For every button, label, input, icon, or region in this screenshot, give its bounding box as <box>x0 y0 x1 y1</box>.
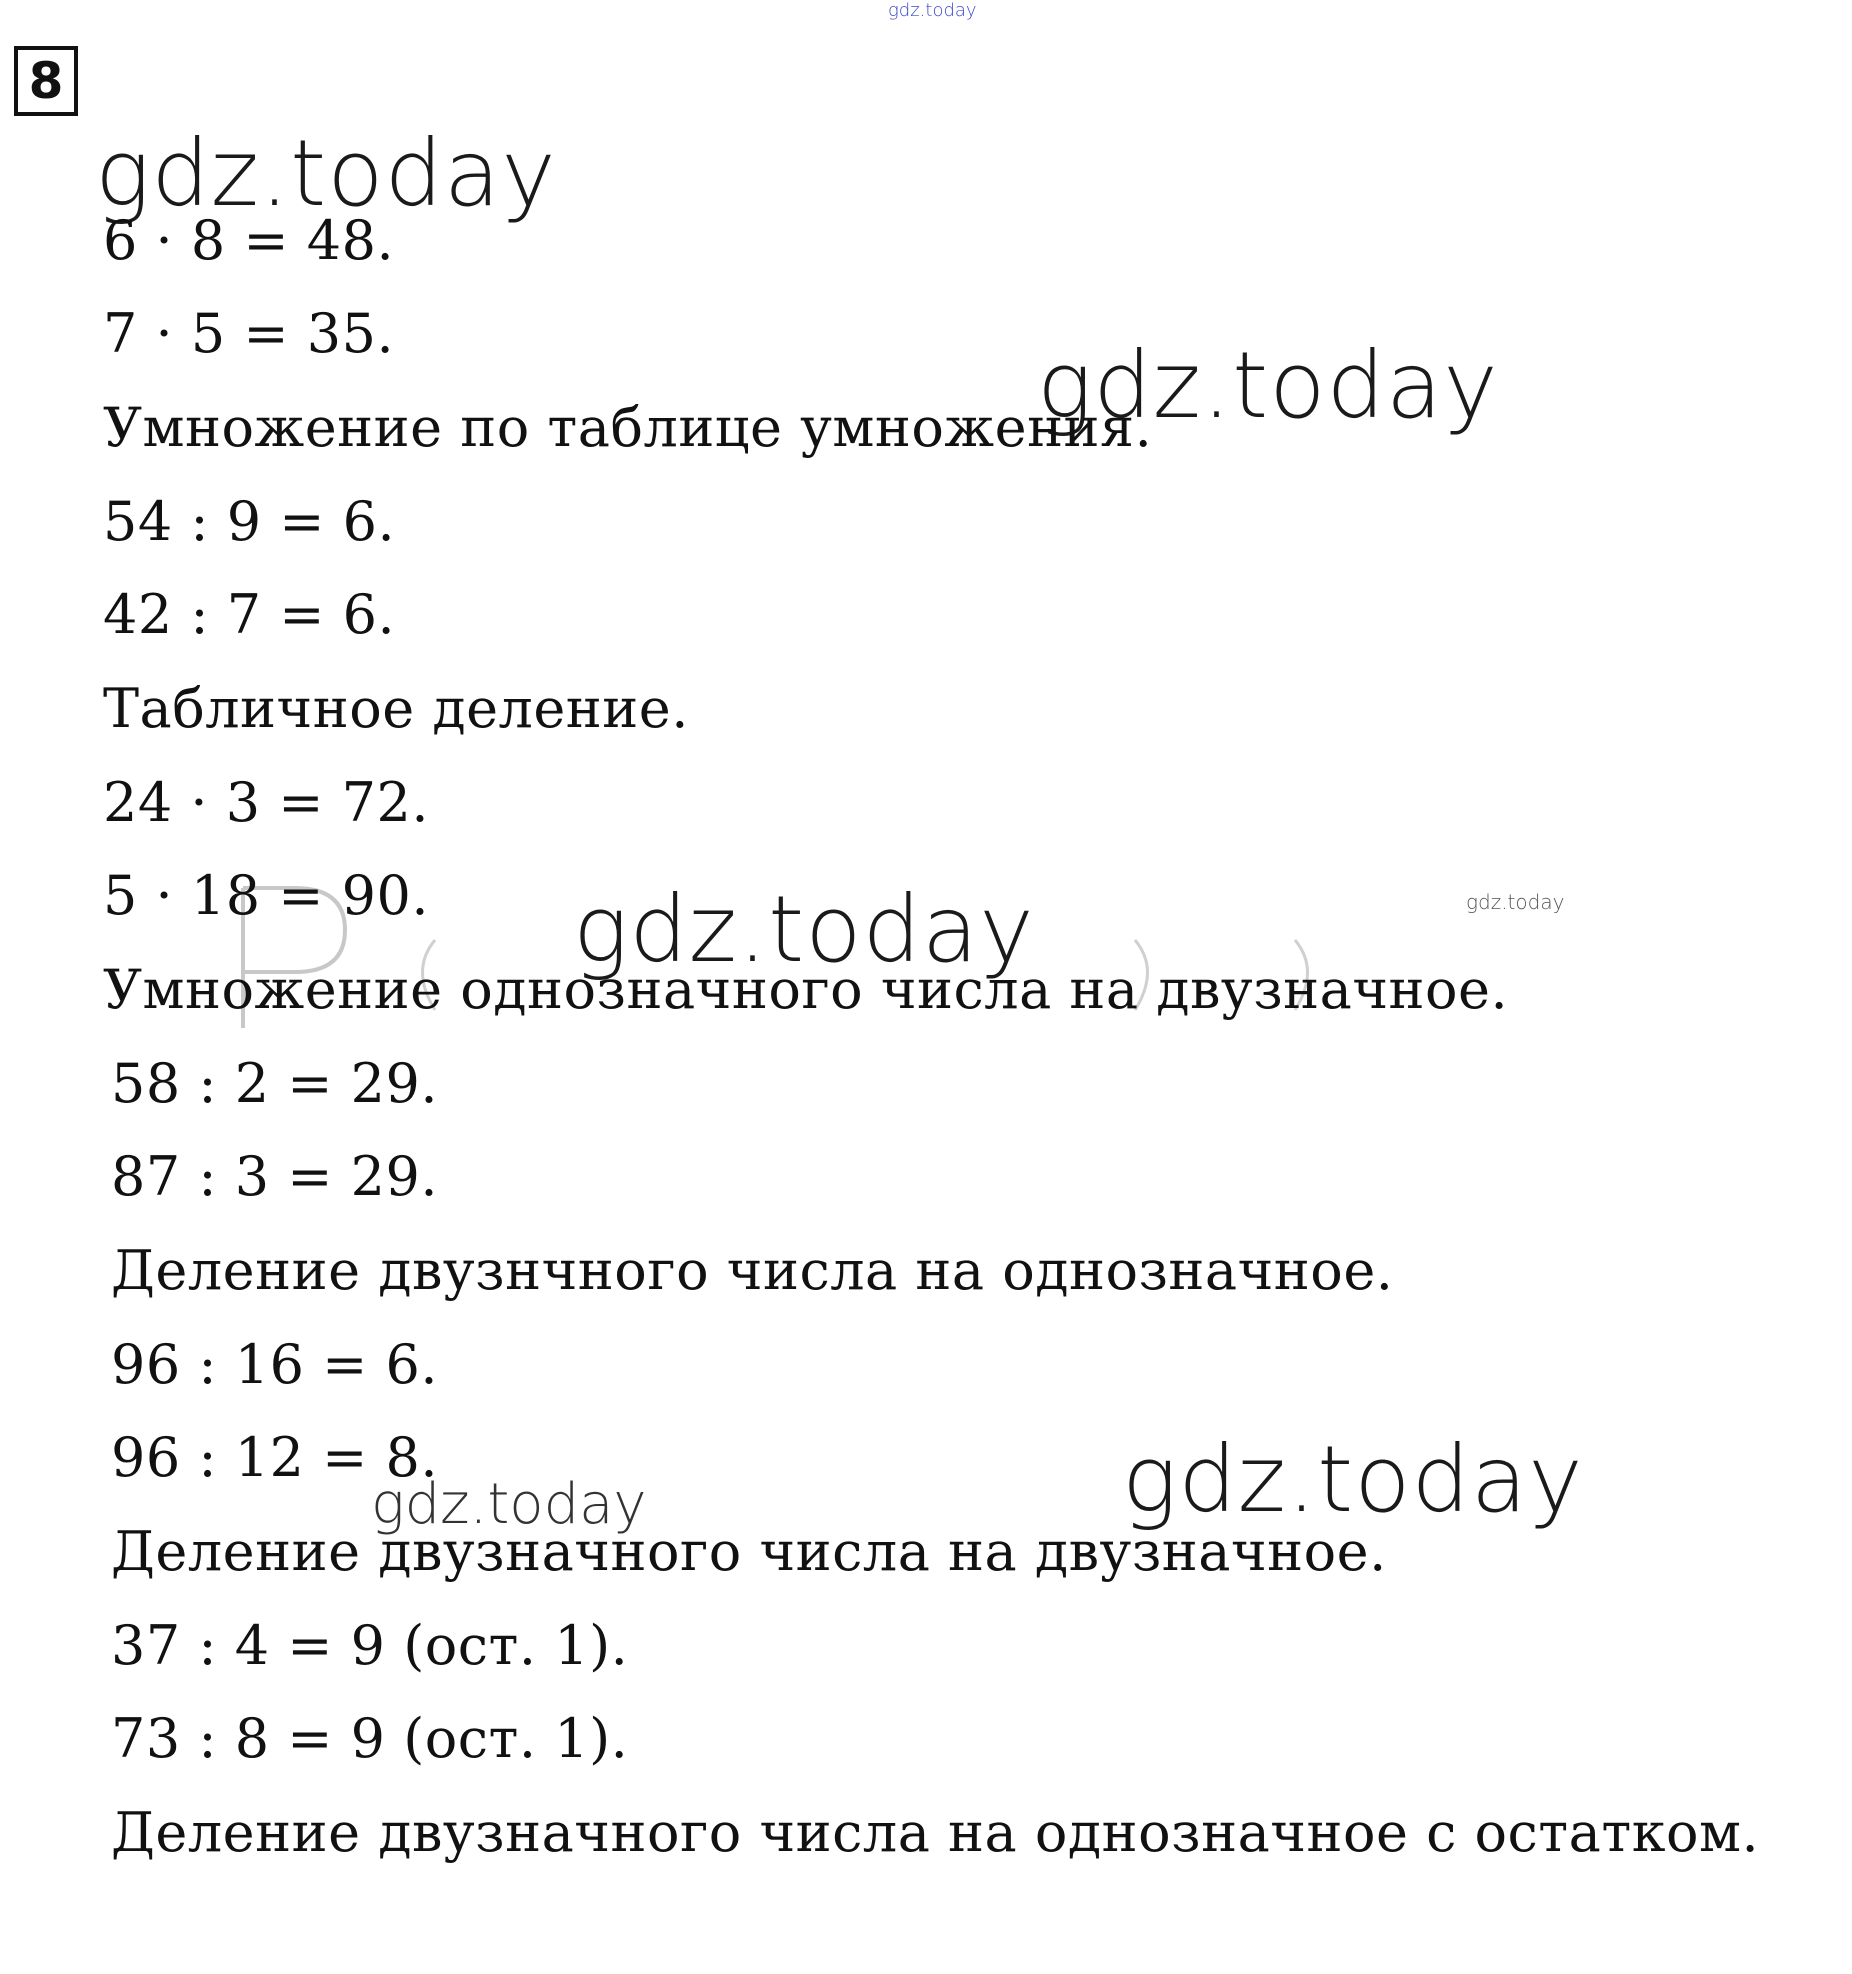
equation-line: 42 : 7 = 6. <box>103 583 396 646</box>
explanation-line: Деление двузначного числа на двузначное. <box>111 1520 1387 1583</box>
watermark: gdz.today <box>371 1472 647 1537</box>
explanation-line: Умножение однозначного числа на двузначное. <box>103 958 1509 1021</box>
explanation-line: Деление двузначного числа на однозначное с остатком. <box>111 1801 1760 1864</box>
equation-line: 58 : 2 = 29. <box>111 1052 439 1115</box>
equation-line: 5 · 18 = 90. <box>103 864 430 927</box>
equation-line: 87 : 3 = 29. <box>111 1145 439 1208</box>
equation-line: 96 : 12 = 8. <box>111 1426 439 1489</box>
explanation-line: Умножение по таблице умножения. <box>103 396 1153 459</box>
equation-line: 54 : 9 = 6. <box>103 490 396 553</box>
equation-line: 37 : 4 = 9 (ост. 1). <box>111 1614 629 1677</box>
watermark: gdz.today <box>95 120 557 227</box>
task-number-box: 8 <box>14 46 78 116</box>
watermark: gdz.today <box>1037 332 1499 439</box>
equation-line: 7 · 5 = 35. <box>103 302 395 365</box>
watermark-top: gdz.today <box>888 0 977 21</box>
equation-line: 96 : 16 = 6. <box>111 1333 439 1396</box>
watermark: gdz.today <box>1122 1426 1584 1533</box>
equation-line: 73 : 8 = 9 (ост. 1). <box>111 1707 629 1770</box>
explanation-line: Табличное деление. <box>103 677 689 740</box>
equation-line: 6 · 8 = 48. <box>103 209 395 272</box>
watermark-small: gdz.today <box>1466 890 1565 914</box>
watermark: gdz.today <box>573 876 1035 983</box>
explanation-line: Деление двузнчного числа на однозначное. <box>111 1239 1394 1302</box>
equation-line: 24 · 3 = 72. <box>103 771 430 834</box>
